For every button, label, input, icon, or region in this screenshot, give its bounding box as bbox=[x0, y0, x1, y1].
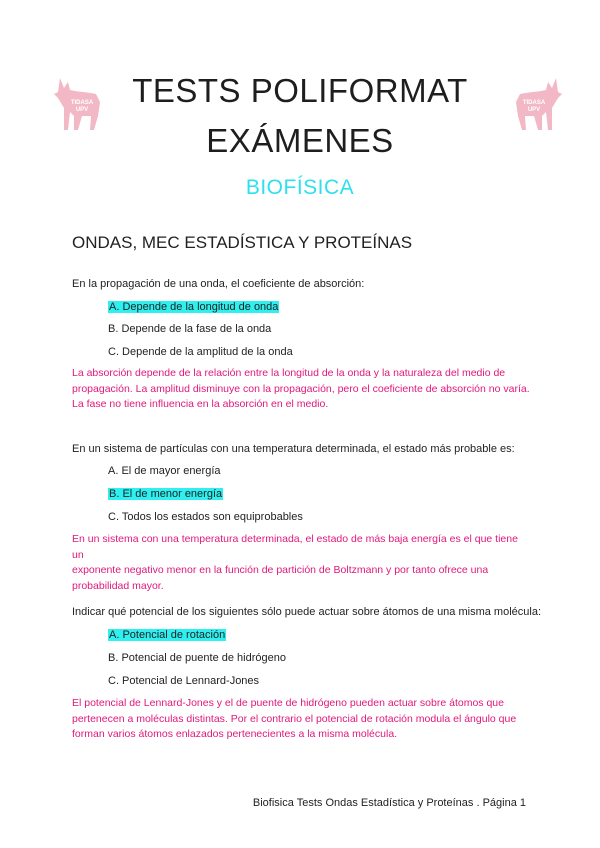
correct-answer: A. Potencial de rotación bbox=[109, 629, 226, 641]
explanation-line: probabilidad mayor. bbox=[72, 579, 164, 592]
explanation-line: propagación. La amplitud disminuye con la propagación, pero el coeficiente de absorción no varía. bbox=[72, 382, 530, 395]
answer-option: C. Todos los estados son equiprobables bbox=[108, 511, 303, 523]
explanation-line: El potencial de Lennard-Jones y el de puente de hidrógeno pueden actuar sobre átomos que bbox=[72, 697, 504, 709]
question-text: En un sistema de partículas con una temperatura determinada, el estado más probable es: bbox=[72, 443, 515, 455]
page-footer: Biofisica Tests Ondas Estadística y Proteínas . Página 1 bbox=[252, 797, 526, 809]
explanation-line: La fase no tiene influencia en la absorción en el medio. bbox=[72, 398, 329, 410]
question-text: Indicar qué potencial de los siguientes sólo puede actuar sobre átomos de una misma molécula: bbox=[72, 606, 541, 618]
logo-text: TIDASA bbox=[70, 100, 94, 106]
explanation-line: exponente negativo menor en la función de partición de Boltzmann y por tanto ofrece una bbox=[72, 564, 489, 576]
explanation-line: La absorción depende de la relación entre la longitud de la onda y la naturaleza del medio de bbox=[72, 367, 506, 379]
subject-title: BIOFÍSICA bbox=[245, 176, 355, 199]
explanation bbox=[72, 532, 532, 594]
answer-option: C. Potencial de Lennard-Jones bbox=[108, 675, 260, 687]
answer-option: A. El de mayor energía bbox=[108, 465, 221, 477]
question-text: En la propagación de una onda, el coeficiente de absorción: bbox=[72, 278, 365, 290]
answer-option: B. Depende de la fase de la onda bbox=[108, 323, 272, 335]
correct-answer: A. Depende de la longitud de onda bbox=[109, 301, 279, 313]
answer-option bbox=[108, 301, 279, 313]
explanation bbox=[72, 696, 532, 743]
logo-text: UPV bbox=[75, 107, 89, 113]
section-title: ONDAS, MEC ESTADÍSTICA Y PROTEÍNAS bbox=[72, 233, 413, 252]
answer-option: C. Depende de la amplitud de la onda bbox=[108, 346, 293, 358]
page-title: TESTS POLIFORMAT bbox=[132, 72, 468, 109]
explanation-line: En un sistema con una temperatura determinada, el estado de más baja energía es el que tiene un bbox=[72, 533, 518, 561]
explanation bbox=[72, 366, 532, 413]
answer-option bbox=[108, 629, 226, 641]
logo-text: TIDASA bbox=[522, 100, 546, 106]
answer-option: B. Potencial de puente de hidrógeno bbox=[108, 652, 286, 664]
correct-answer: B. El de menor energía bbox=[109, 488, 223, 500]
explanation-line: pertenecen a moléculas distintas. Por el contrario el potencial de rotación modula el ángulo que bbox=[72, 712, 517, 725]
answer-option bbox=[108, 488, 223, 500]
page-subtitle: EXÁMENES bbox=[206, 122, 394, 159]
logo-text: UPV bbox=[527, 107, 541, 113]
explanation-line: forman varios átomos enlazados pertenecientes a la misma molécula. bbox=[72, 728, 398, 740]
